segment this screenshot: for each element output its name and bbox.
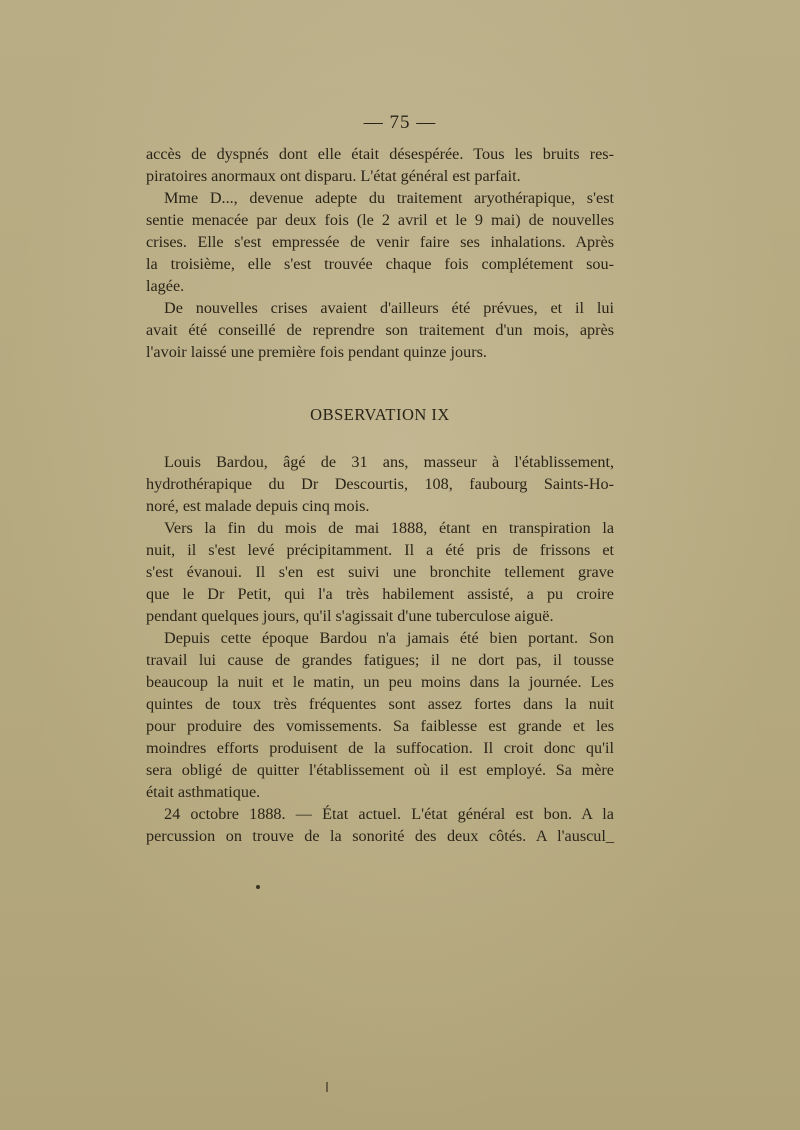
text-line: quintes de toux très fréquentes sont assez fortes dans la nuit: [146, 695, 614, 713]
ink-mark: [326, 1082, 328, 1092]
text-line: avait été conseillé de reprendre son traitement d'un mois, après: [146, 321, 614, 339]
paragraph-block-observation-viii-end: [146, 143, 614, 363]
text-line: était asthmatique.: [146, 783, 261, 801]
text-line: la troisième, elle s'est trouvée chaque fois complétement sou-: [146, 255, 614, 273]
text-line: Mme D..., devenue adepte du traitement aryothérapique, s'est: [164, 189, 614, 207]
text-line: sentie menacée par deux fois (le 2 avril et le 9 mai) de nouvelles: [146, 211, 614, 229]
text-line: Louis Bardou, âgé de 31 ans, masseur à l'établissement,: [164, 453, 614, 471]
paragraph-block-observation-ix: [146, 451, 614, 847]
text-line: pour produire des vomissements. Sa faiblesse est grande et les: [146, 717, 614, 735]
text-line: crises. Elle s'est empressée de venir faire ses inhalations. Après: [146, 233, 614, 251]
text-line: moindres efforts produisent de la suffocation. Il croit donc qu'il: [146, 739, 614, 757]
text-line: piratoires anormaux ont disparu. L'état général est parfait.: [146, 167, 521, 185]
text-line: travail lui cause de grandes fatigues; il ne dort pas, il tousse: [146, 651, 614, 669]
text-line: beaucoup la nuit et le matin, un peu moins dans la journée. Les: [146, 673, 614, 691]
text-line: De nouvelles crises avaient d'ailleurs été prévues, et il lui: [164, 299, 614, 317]
text-line: Depuis cette époque Bardou n'a jamais été bien portant. Son: [164, 629, 614, 647]
ink-speck: [256, 885, 260, 889]
text-line: percussion on trouve de la sonorité des deux côtés. A l'auscul_: [146, 827, 614, 845]
text-line: noré, est malade depuis cinq mois.: [146, 497, 370, 515]
text-line: lagée.: [146, 277, 185, 295]
text-line: sera obligé de quitter l'établissement où il est employé. Sa mère: [146, 761, 614, 779]
text-line: pendant quelques jours, qu'il s'agissait d'une tuberculose aiguë.: [146, 607, 554, 625]
text-line: accès de dyspnés dont elle était désespérée. Tous les bruits res-: [146, 145, 614, 163]
text-line: nuit, il s'est levé précipitamment. Il a été pris de frissons et: [146, 541, 614, 559]
page-number: — 75 —: [363, 112, 437, 133]
text-line: l'avoir laissé une première fois pendant quinze jours.: [146, 343, 487, 361]
section-heading: OBSERVATION IX: [310, 405, 450, 424]
text-line: hydrothérapique du Dr Descourtis, 108, faubourg Saints-Ho-: [146, 475, 614, 493]
text-line: 24 octobre 1888. — État actuel. L'état général est bon. A la: [164, 805, 614, 823]
text-line: que le Dr Petit, qui l'a très habilement assisté, a pu croire: [146, 585, 614, 603]
text-line: s'est évanoui. Il s'en est suivi une bronchite tellement grave: [146, 563, 614, 581]
text-line: Vers la fin du mois de mai 1888, étant en transpiration la: [164, 519, 614, 537]
